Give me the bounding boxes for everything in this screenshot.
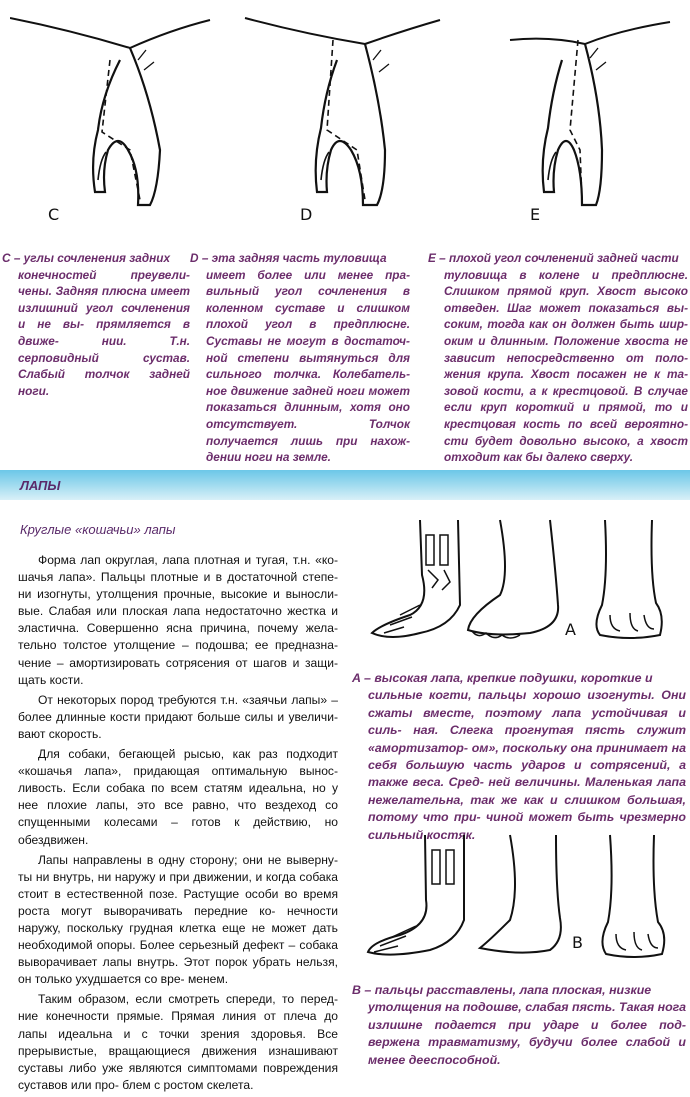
caption-a: A – высокая лапа, крепкие подушки, короткие и сильные когти, пальцы хорошо изогнуты. Они сжаты вместе, поэтому лапа устойчивая и силь- ная. Слегка прогнутая пясть служит «амортизатор- ом», поскольку она принимает на себя большую часть ударов и сотрясений, а также веса. Сред- ней величины. Маленькая лапа нежелательна, так же как и слишком большая, потому что при- чиной может быть чрезмерно сильный костяк. (352, 671, 686, 842)
paw-figure-b (360, 830, 690, 970)
paw-figure-a (360, 515, 690, 655)
caption-d: D – эта задняя часть туловища имеет более или менее пра- вильный угол сочленения в коленном суставе и слишком плохой угол в предплюсне. Суставы не могут в достаточ- ной степени вытянуться для сильного толчка. Колебатель- ное движение задней ноги может показаться длинным, хотя оно отсутствует. Толчок получается лишь при нахож- дении ноги на земле. (190, 251, 410, 465)
hind-leg-figure-c (10, 0, 220, 240)
paw-label-a: A (565, 620, 576, 639)
paragraph: Для собаки, бегающей рысью, как раз подходит «кошачья лапа», придающая оптимальную вынос- ливость. Если собака по всем статям идеальна, но у нее плохие лапы, это все равно, что вездеход со спущенными колесами – готов к действию, но обездвижен. (18, 747, 338, 847)
figure-label-e: E (530, 205, 541, 224)
paragraph: Форма лап округлая, лапа плотная и тугая, т.н. «ко- шачья лапа». Пальцы плотные и в достаточной степе- ни изогнуты, утолщения прочные, высокие и выносли- вые. Слабая или плоская лапа недостаточно жестка и эластична. Совершенно ясна причина, почему жела- тельно толстое утолщение – подошва; ее предназна- чение – амортизировать сотрясения от шагов и защи- щать кости. (18, 553, 338, 687)
caption-c: C – углы сочленения задних конечностей преувели- чены. Задняя плюсна имеет излишний угол сочленения и не вы- прямляется в движе- нии. Т.н. серповидный сустав. Слабый толчок задней ноги. (2, 251, 190, 398)
section-title: ЛАПЫ (20, 478, 61, 493)
paragraph: Таким образом, если смотреть спереди, то перед- ние конечности прямые. Прямая линия от плеча до лапы идеальна и с точки зрения здоровья. Все прерывистые, вращающиеся движения изнашивают суставы либо уже являются симптомами повреждения суставов или про- блем с ростом скелета. (18, 992, 338, 1092)
paragraph: Лапы направлены в одну сторону; они не выверну- ты ни внутрь, ни наружу и при движении, и когда собака стоит в естественной позе. Растущие особи во время роста могут выворачивать передние ко- нечности наружу, поскольку грудная клетка еще не может дать необходимой опоры. Более серьезный дефект – собака выворачивает лапы внутрь. Этот порок убрать нельзя, он только ухудшается со вре- менем. (18, 852, 338, 987)
caption-e: E – плохой угол сочленений задней части туловища в колене и предплюсне. Слишком прямой круп. Хвост высоко отведен. Шаг может показаться вы- соким, тогда как он должен быть шир- оким и длинным. Положение хвоста не зависит непосредственно от поло- жения крупа. Хвост посажен не к та- зовой кости, а к крестцовой. В случае если круп короткий и прямой, то и крестцовая кость по всей вероятно- сти будет довольно высоко, а хвост отходит как бы далеко сверху. (428, 251, 688, 465)
section-header-band (0, 470, 690, 500)
paw-label-b: B (572, 933, 583, 952)
body-text (18, 552, 338, 1097)
figure-label-c: C (48, 205, 60, 224)
caption-b: B – пальцы расставлены, лапа плоская, низкие утолщения на подошве, слабая пясть. Такая нога излишне подается при ударе и более под- вержена травматизму, будучи более слабой и менее дееспособной. (352, 983, 686, 1067)
subsection-title: Круглые «кошачьи» лапы (20, 522, 176, 537)
figure-label-d: D (300, 205, 313, 224)
hind-leg-figure-e (470, 0, 680, 240)
hind-leg-figure-d (235, 0, 445, 240)
paragraph: От некоторых пород требуются т.н. «заячьи лапы» – более длинные кости придают больше силы и увеличи- вают скорость. (18, 692, 338, 741)
